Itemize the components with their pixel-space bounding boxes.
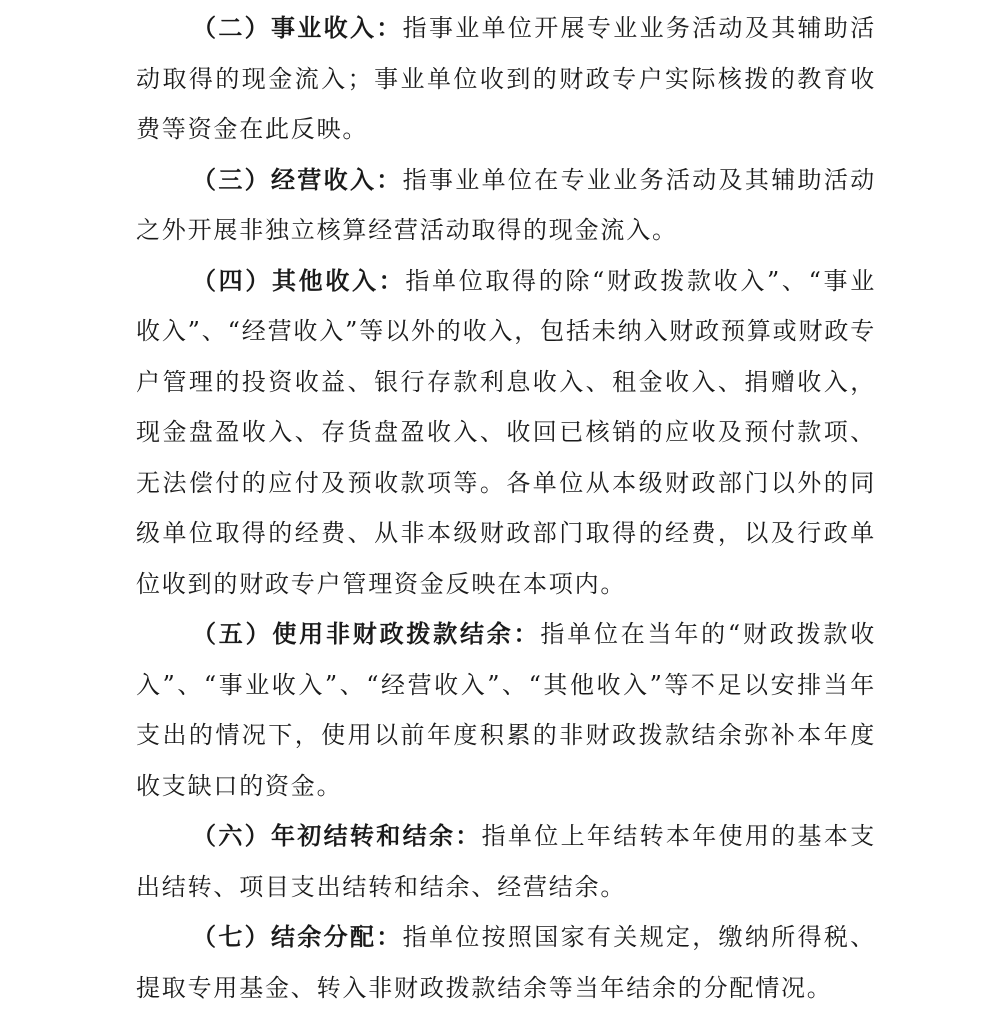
definition-business-income: 指事业单位开展专业业务活动及其辅助活动取得的现金流入；事业单位收到的财政专户实际核拨的教育收费等资金在此反映。 <box>136 14 876 143</box>
definition-other-income: 指单位取得的除“财政拨款收入”、“事业收入”、“经营收入”等以外的收入，包括未纳入财政预算或财政专户管理的投资收益、银行存款利息收入、租金收入、捐赠收入，现金盘盈收入、存货盘盈收入、收回已核销的应收及预付款项、无法偿付的应付及预收款项等。各单位从本级财政部门以外的同级单位取得的经费、从非本级财政部门取得的经费，以及行政单位收到的财政专户管理资金反映在本项内。 <box>136 266 876 598</box>
document-body <box>136 3 876 1013</box>
paragraph-business-income <box>136 3 876 155</box>
term-business-income: （二）事业收入： <box>192 13 403 42</box>
paragraph-other-income <box>136 256 876 610</box>
definition-surplus-distribution: 指单位按照国家有关规定，缴纳所得税、提取专用基金、转入非财政拨款结余等当年结余的分配情况。 <box>136 923 876 1002</box>
term-surplus-distribution: （七）结余分配： <box>192 922 403 951</box>
definition-carryover: 指单位上年结转本年使用的基本支出结转、项目支出结转和结余、经营结余。 <box>136 822 876 901</box>
term-other-income: （四）其他收入： <box>192 265 406 295</box>
term-operating-income: （三）经营收入： <box>192 164 403 194</box>
term-non-fiscal-surplus: （五）使用非财政拨款结余： <box>192 619 541 648</box>
paragraph-surplus-distribution <box>136 912 876 1013</box>
paragraph-carryover <box>136 811 876 912</box>
term-carryover: （六）年初结转和结余： <box>192 821 482 850</box>
definition-non-fiscal-surplus: 指单位在当年的“财政拨款收入”、“事业收入”、“经营收入”、“其他收入”等不足以安排当年支出的情况下，使用以前年度积累的非财政拨款结余弥补本年度收支缺口的资金。 <box>136 620 876 800</box>
paragraph-operating-income <box>136 155 876 256</box>
definition-operating-income: 指事业单位在专业业务活动及其辅助活动之外开展非独立核算经营活动取得的现金流入。 <box>136 165 876 244</box>
paragraph-non-fiscal-surplus <box>136 609 876 811</box>
